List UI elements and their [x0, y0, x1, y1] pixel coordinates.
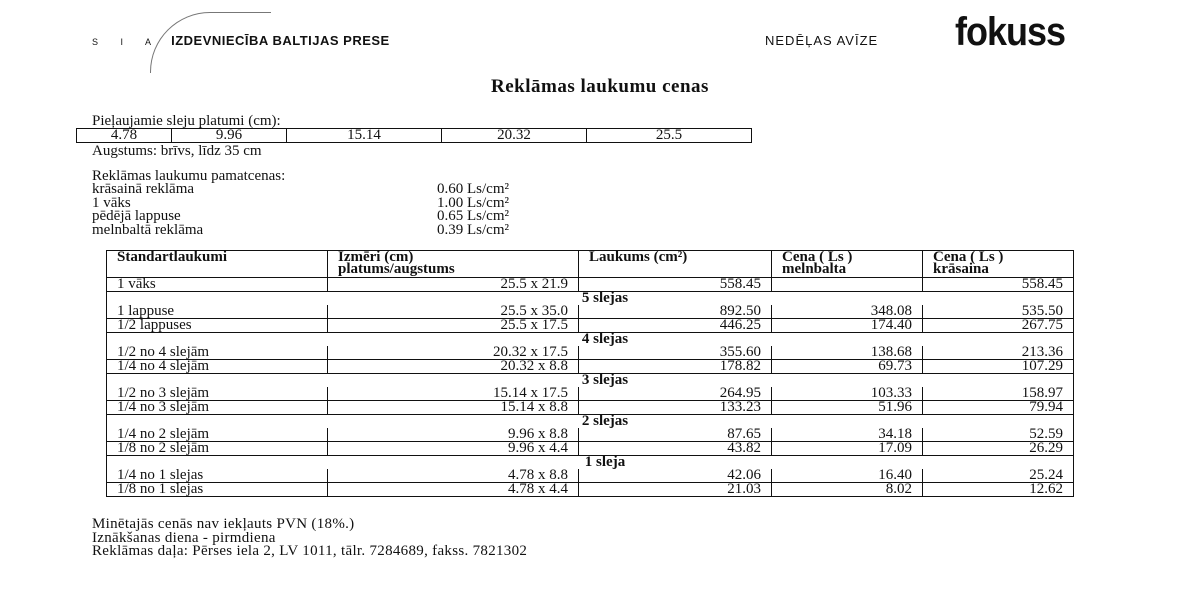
cell-size: 25.5 x 17.5 [328, 319, 579, 333]
publisher-header [92, 33, 390, 48]
cell-color: 79.94 [923, 401, 1074, 415]
cell-name: 1/4 no 1 slejas [107, 469, 328, 483]
header-standard [107, 251, 328, 278]
price-name: melnbaltā reklāma [92, 221, 204, 238]
table-row [107, 387, 1074, 401]
cell-bw: 17.09 [772, 442, 923, 456]
newspaper-label: NEDĒĻAS AVĪZE [765, 33, 879, 48]
cell-name: 1/8 no 2 slejām [107, 442, 328, 456]
cell-size: 15.14 x 17.5 [328, 387, 579, 401]
price-name: 1 vāks [92, 194, 131, 211]
header-size [328, 251, 579, 278]
issue-day: Iznākšanas diena - pirmdiena [92, 530, 276, 546]
cell-size: 9.96 x 8.8 [328, 428, 579, 442]
table-row [107, 428, 1074, 442]
cell-color: 158.97 [923, 387, 1074, 401]
cell-bw: 174.40 [772, 319, 923, 333]
cell-name: 1/8 no 1 slejas [107, 483, 328, 497]
header-text: platums/augstums [338, 261, 455, 277]
table-row [107, 305, 1074, 319]
height-note: Augstums: brīvs, līdz 35 cm [92, 143, 262, 159]
widths-table [76, 128, 752, 143]
cell-size: 25.5 x 35.0 [328, 305, 579, 319]
group-label-text: 1 sleja [584, 454, 626, 470]
cell-bw: 138.68 [772, 346, 923, 360]
cell-area: 446.25 [579, 319, 772, 333]
page-title: Reklāmas laukumu cenas [491, 76, 709, 97]
cell-name: 1/4 no 3 slejām [107, 401, 328, 415]
cell-bw: 16.40 [772, 469, 923, 483]
cell-bw: 348.08 [772, 305, 923, 319]
cell-area: 178.82 [579, 360, 772, 374]
header-text: Laukums (cm²) [589, 249, 688, 265]
group-row [107, 292, 1074, 306]
group-label-text: 4 slejas [581, 331, 629, 347]
cell-color: 12.62 [923, 483, 1074, 497]
cell-color: 213.36 [923, 346, 1074, 360]
cell-name: 1/2 no 4 slejām [107, 346, 328, 360]
width-cell: 15.14 [287, 129, 442, 143]
cell-color: 535.50 [923, 305, 1074, 319]
group-row [107, 333, 1074, 347]
group-row [107, 456, 1074, 470]
cell-name: 1/2 lappuses [107, 319, 328, 333]
cell-color: 267.75 [923, 319, 1074, 333]
cell-area: 21.03 [579, 483, 772, 497]
width-cell: 25.5 [587, 129, 752, 143]
width-cell: 4.78 [77, 129, 172, 143]
cell-area: 264.95 [579, 387, 772, 401]
header-text: Standartlaukumi [117, 249, 228, 265]
table-row [107, 346, 1074, 360]
cell-size: 4.78 x 8.8 [328, 469, 579, 483]
header-text: Cena ( Ls ) [933, 249, 1004, 265]
table-row [107, 483, 1074, 497]
header-text: krāsaina [933, 261, 989, 277]
group-label-text: 3 slejas [581, 372, 629, 388]
cell-bw [772, 278, 923, 292]
cell-name: 1/4 no 2 slejām [107, 428, 328, 442]
group-label [107, 456, 1074, 470]
price-name: pēdējā lappuse [92, 208, 181, 224]
cell-name: 1 lappuse [107, 305, 328, 319]
price-value: 0.39 Ls/cm² [437, 221, 509, 238]
cell-name: 1/4 no 4 slejām [107, 360, 328, 374]
cell-name: 1/2 no 3 slejām [107, 387, 328, 401]
price-value: 0.60 Ls/cm² [437, 181, 509, 197]
cell-color: 25.24 [923, 469, 1074, 483]
publisher-name: IZDEVNIECĪBA BALTIJAS PRESE [171, 33, 390, 48]
header-area [579, 251, 772, 278]
cell-area: 892.50 [579, 305, 772, 319]
sia-label: S I A [92, 37, 162, 47]
cell-size: 9.96 x 4.4 [328, 442, 579, 456]
base-prices-label: Reklāmas laukumu pamatcenas: [92, 168, 286, 184]
price-value: 0.65 Ls/cm² [437, 208, 509, 224]
cell-bw: 69.73 [772, 360, 923, 374]
cell-name: 1 vāks [107, 278, 328, 292]
table-row [107, 469, 1074, 483]
cell-bw: 8.02 [772, 483, 923, 497]
price-value: 1.00 Ls/cm² [437, 194, 509, 211]
header-color-price [923, 251, 1074, 278]
table-header-row [107, 251, 1074, 278]
contact-info: Reklāmas daļa: Pērses iela 2, LV 1011, tālr. 7284689, fakss. 7821302 [92, 543, 528, 559]
fokuss-logo: fokuss [955, 8, 1066, 55]
group-label-text: 5 slejas [581, 290, 629, 306]
group-label [107, 333, 1074, 347]
group-label [107, 292, 1074, 306]
cell-area: 558.45 [579, 278, 772, 292]
header-text: Cena ( Ls ) [782, 249, 853, 265]
cell-area: 43.82 [579, 442, 772, 456]
cell-color: 107.29 [923, 360, 1074, 374]
base-prices-list [92, 183, 592, 237]
group-label-text: 2 slejas [581, 413, 629, 429]
cell-size: 15.14 x 8.8 [328, 401, 579, 415]
group-label [107, 374, 1074, 388]
cell-area: 133.23 [579, 401, 772, 415]
cell-size: 20.32 x 17.5 [328, 346, 579, 360]
width-cell: 9.96 [172, 129, 287, 143]
cell-color: 52.59 [923, 428, 1074, 442]
group-row [107, 374, 1074, 388]
cell-color: 26.29 [923, 442, 1074, 456]
widths-label: Pieļaujamie sleju platumi (cm): [92, 113, 281, 129]
group-label [107, 415, 1074, 429]
width-cell: 20.32 [442, 129, 587, 143]
cell-size: 25.5 x 21.9 [328, 278, 579, 292]
cell-color: 558.45 [923, 278, 1074, 292]
price-item [92, 221, 592, 238]
vat-note: Minētajās cenās nav iekļauts PVN (18%.) [92, 516, 355, 532]
price-table [106, 250, 1074, 497]
cell-size: 4.78 x 4.4 [328, 483, 579, 497]
cell-bw: 34.18 [772, 428, 923, 442]
cell-bw: 51.96 [772, 401, 923, 415]
cell-size: 20.32 x 8.8 [328, 360, 579, 374]
cell-bw: 103.33 [772, 387, 923, 401]
cell-area: 87.65 [579, 428, 772, 442]
price-name: krāsainā reklāma [92, 181, 195, 197]
cell-area: 355.60 [579, 346, 772, 360]
header-bw-price [772, 251, 923, 278]
group-row [107, 415, 1074, 429]
cell-area: 42.06 [579, 469, 772, 483]
header-text: melnbalta [782, 261, 847, 277]
header-text: Izmēri (cm) [338, 249, 414, 265]
price-item [92, 183, 592, 197]
